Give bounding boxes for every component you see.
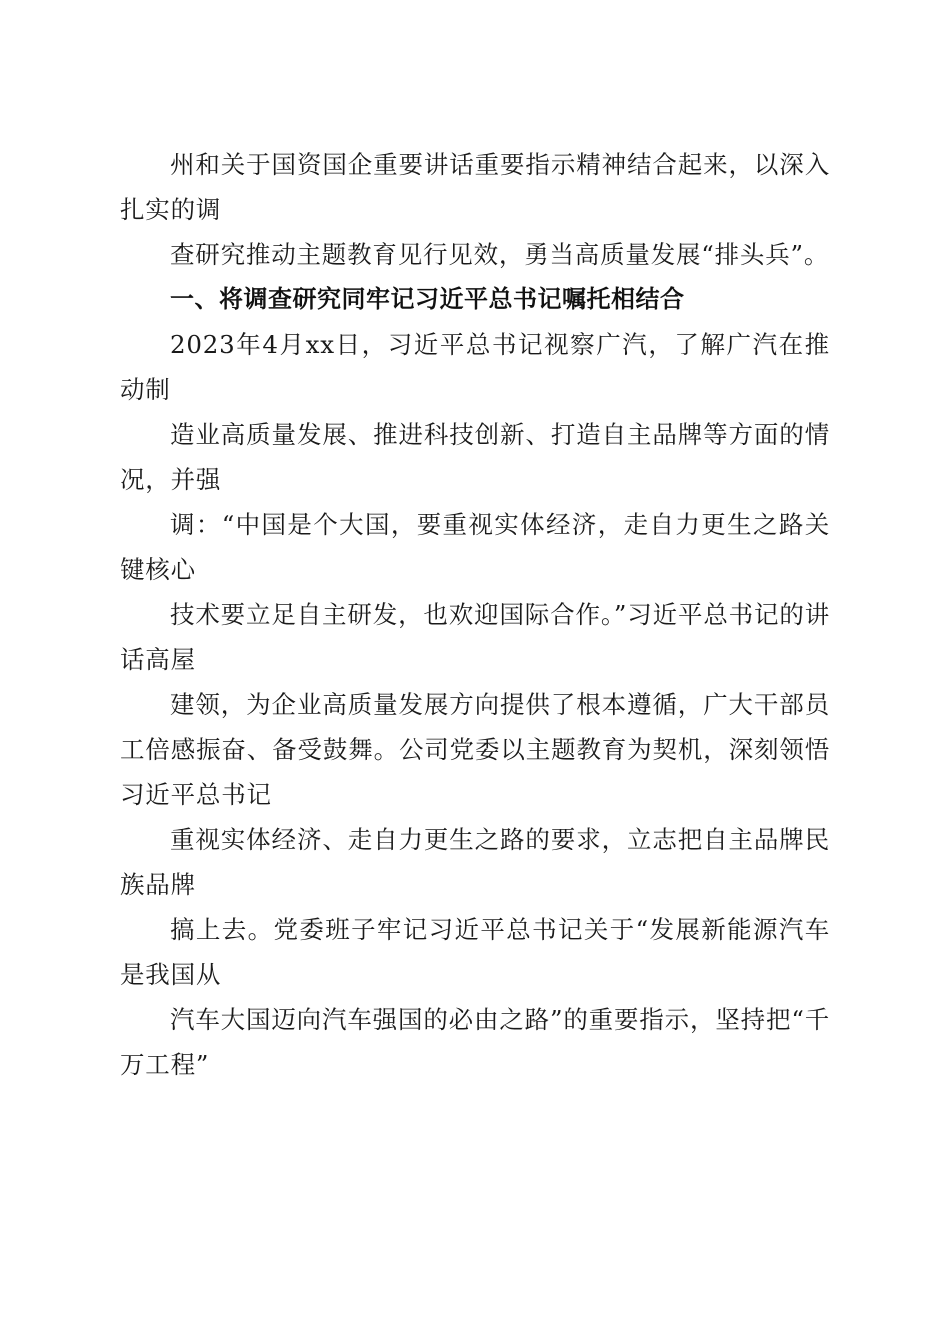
document-body bbox=[120, 142, 830, 1087]
paragraph-8: 重视实体经济、走自力更生之路的要求，立志把自主品牌民族品牌 bbox=[120, 825, 830, 899]
paragraph-1: 州和关于国资国企重要讲话重要指示精神结合起来，以深入扎实的调 bbox=[120, 150, 830, 224]
section-heading-1: 一、将调查研究同牢记习近平总书记嘱托相结合 bbox=[170, 285, 685, 313]
paragraph-4: 造业高质量发展、推进科技创新、打造自主品牌等方面的情况，并强 bbox=[120, 420, 830, 494]
paragraph-9: 搞上去。党委班子牢记习近平总书记关于“发展新能源汽车是我国从 bbox=[120, 915, 830, 989]
paragraph-5: 调：“中国是个大国，要重视实体经济，走自力更生之路关键核心 bbox=[120, 510, 830, 584]
paragraph-6: 技术要立足自主研发，也欢迎国际合作。”习近平总书记的讲话高屋 bbox=[120, 600, 830, 674]
paragraph-3: 2023年4月xx日，习近平总书记视察广汽，了解广汽在推动制 bbox=[120, 330, 830, 404]
paragraph-2: 查研究推动主题教育见行见效，勇当高质量发展“排头兵”。 bbox=[170, 240, 830, 269]
paragraph-7: 建领，为企业高质量发展方向提供了根本遵循，广大干部员工倍感振奋、备受鼓舞。公司党委以主题教育为契机，深刻领悟习近平总书记 bbox=[120, 690, 830, 809]
paragraph-10: 汽车大国迈向汽车强国的必由之路”的重要指示，坚持把“千万工程” bbox=[120, 1005, 830, 1079]
